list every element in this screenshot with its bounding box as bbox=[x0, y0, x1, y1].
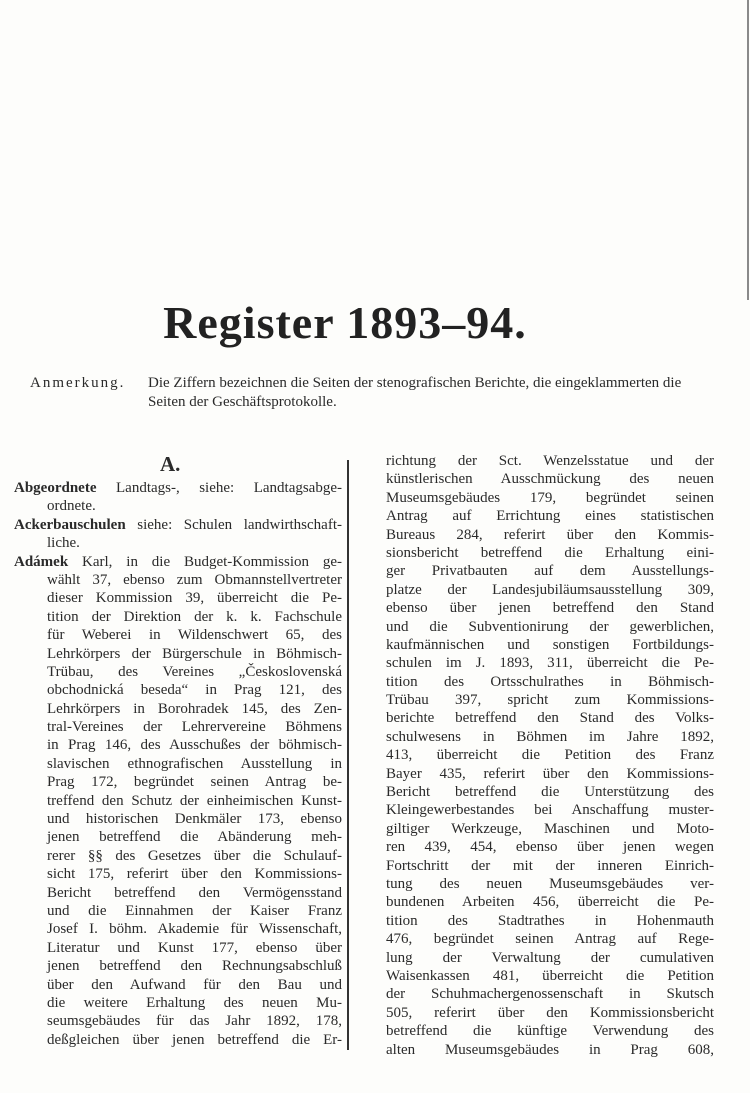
index-entry-line: tition der Direktion der k. k. Fachschule bbox=[47, 608, 342, 625]
index-entry-line: seumsgebäudes für das Jahr 1892, 178, bbox=[47, 1013, 342, 1030]
right-column bbox=[386, 452, 714, 1059]
index-entry-head: Abgeordnete bbox=[14, 480, 97, 496]
index-entry-line: Literatur und Kunst 177, ebenso über bbox=[47, 939, 342, 956]
index-entry-line: über den Aufwand für den Bau und bbox=[47, 976, 342, 993]
left-column bbox=[14, 479, 342, 1049]
index-entry-line: tral-Vereines der Lehrervereine Böhmens bbox=[47, 719, 342, 736]
index-entry-line: Prag 172, begründet seinen Antrag be- bbox=[47, 774, 342, 791]
index-entry-line: schulen im J. 1893, 311, überreicht die Pe- bbox=[386, 655, 714, 672]
section-letter: A. bbox=[160, 452, 181, 476]
index-entry-first-line bbox=[14, 516, 342, 534]
index-entry-line: kaufmännischen und sonstigen Fortbildungs- bbox=[386, 636, 714, 653]
index-entry-line: 476, begründet seinen Antrag auf Rege- bbox=[386, 931, 714, 948]
index-entry-line: künstlerischen Ausschmückung des neuen bbox=[386, 471, 714, 488]
index-entry-line: berichte betreffend den Stand des Volks- bbox=[386, 710, 714, 727]
index-entry-line: ordnete. bbox=[47, 498, 96, 515]
index-entry-line: treffend den Schutz der einheimischen Kunst- bbox=[47, 792, 342, 809]
annotation-text: Die Ziffern bezeichnen die Seiten der stenografischen Berichte, die eingeklammerten die Seiten der Geschäftsprotokolle. bbox=[148, 375, 682, 410]
annotation-label: Anmerkung. bbox=[30, 375, 126, 391]
scan-edge bbox=[747, 0, 749, 300]
index-entry-line: Lehrkörpers der Bürgerschule in Böhmisch- bbox=[47, 645, 342, 662]
index-entry-line: und die Subventionirung der gewerblichen, bbox=[386, 618, 714, 635]
index-entry-line: alten Museumsgebäudes in Prag 608, bbox=[386, 1041, 714, 1058]
index-entry-first-line bbox=[14, 553, 342, 571]
index-entry-line: tition des Stadtrathes in Hohenmauth bbox=[386, 912, 714, 929]
index-entry-line: tition des Ortsschulrathes in Böhmisch- bbox=[386, 673, 714, 690]
index-entry-line: für Weberei in Wildenschwert 65, des bbox=[47, 627, 342, 644]
index-entry-line: Lehrkörpers in Borohradek 145, des Zen- bbox=[47, 700, 342, 717]
index-entry-line: Bericht betreffend die Unterstützung des bbox=[386, 784, 714, 801]
index-entry-line: richtung der Sct. Wenzelsstatue und der bbox=[386, 453, 714, 469]
index-entry-line: ren 439, 454, ebenso über jenen wegen bbox=[386, 839, 714, 856]
index-entry-line: Waisenkassen 481, überreicht die Petition bbox=[386, 967, 714, 984]
index-entry-line: dieser Kommission 39, überreicht die Pe- bbox=[47, 590, 342, 607]
index-entry-line: deßgleichen über jenen betreffend die Er- bbox=[47, 1031, 342, 1048]
index-entry-line: giltiger Werkzeuge, Maschinen und Moto- bbox=[386, 820, 714, 837]
index-entry-line: sicht 175, referirt über den Kommissions- bbox=[47, 866, 342, 883]
column-divider bbox=[347, 460, 349, 1050]
page-title: Register 1893–94. bbox=[163, 297, 527, 348]
index-entry-text: Landtags-, siehe: Landtagsabge- bbox=[96, 480, 342, 496]
index-entry-line: rerer §§ des Gesetzes über die Schulauf- bbox=[47, 847, 342, 864]
index-entry-line: betreffend die künftige Verwendung des bbox=[386, 1023, 714, 1040]
index-entry-line: liche. bbox=[47, 535, 80, 552]
index-entry-line: Antrag auf Errichtung eines statistischen bbox=[386, 508, 714, 525]
index-entry-line: Kleingewerbestandes bei Anschaffung muster- bbox=[386, 802, 714, 819]
index-entry-line: und historischen Denkmäler 173, ebenso bbox=[47, 811, 342, 828]
index-entry-line: Bayer 435, referirt über den Kommissions- bbox=[386, 765, 714, 782]
index-entry-line: bundenen Arbeiten 456, überreicht die Pe- bbox=[386, 894, 714, 911]
index-entry-line: schulwesens in Böhmen im Jahre 1892, bbox=[386, 728, 714, 745]
index-entry-line: jenen betreffend die Abänderung meh- bbox=[47, 829, 342, 846]
index-entry-first-line bbox=[14, 479, 342, 497]
index-entry-line: Museumsgebäudes 179, begründet seinen bbox=[386, 489, 714, 506]
index-entry-text: Karl, in die Budget-Kommission ge- bbox=[68, 553, 342, 570]
index-entry-line: in Prag 146, des Ausschußes der böhmisch- bbox=[47, 737, 342, 754]
index-entry-line: obchodnická beseda“ in Prag 121, des bbox=[47, 682, 342, 699]
index-entry-text: siehe: Schulen landwirthschaft- bbox=[125, 516, 342, 533]
index-entry-line: jenen betreffend den Rechnungsabschluß bbox=[47, 958, 342, 975]
index-entry-line: Bericht betreffend den Vermögensstand bbox=[47, 884, 342, 901]
index-entry-line: Bureaus 284, referirt über den Kommis- bbox=[386, 526, 714, 543]
index-entry-line: die weitere Erhaltung des neuen Mu- bbox=[47, 994, 342, 1011]
index-entry-line: der Schuhmachergenossenschaft in Skutsch bbox=[386, 986, 714, 1003]
index-entry-line: sionsbericht betreffend die Erhaltung eini- bbox=[386, 544, 714, 561]
index-entry-line: slavischen ethnografischen Ausstellung in bbox=[47, 755, 342, 772]
index-entry-line: 413, überreicht die Petition des Franz bbox=[386, 747, 714, 764]
index-entry-line: ebenso über jenen betreffend den Stand bbox=[386, 600, 714, 617]
index-entry-line: wählt 37, ebenso zum Obmannstellvertreter bbox=[47, 571, 342, 588]
index-entry-line: ger Privatbauten auf dem Ausstellungs- bbox=[386, 563, 714, 580]
index-entry-line: 505, referirt über den Kommissionsbericht bbox=[386, 1004, 714, 1021]
index-entry-line: tung des neuen Museumsgebäudes ver- bbox=[386, 875, 714, 892]
index-entry-line: Fortschritt der mit der inneren Einrich- bbox=[386, 857, 714, 874]
index-entry-line: Josef I. böhm. Akademie für Wissenschaft, bbox=[47, 921, 342, 938]
index-entry-line: und die Einnahmen der Kaiser Franz bbox=[47, 902, 342, 919]
index-entry-line: lung der Verwaltung der cumulativen bbox=[386, 949, 714, 966]
index-entry-head: Ackerbauschulen bbox=[14, 516, 126, 533]
index-entry-line: platze der Landesjubiläumsausstellung 309, bbox=[386, 581, 714, 598]
index-entry-line: Trübau 397, spricht zum Kommissions- bbox=[386, 692, 714, 709]
index-entry-head: Adámek bbox=[14, 553, 69, 570]
index-entry-line: Trübau, des Vereines „Československá bbox=[47, 663, 342, 680]
